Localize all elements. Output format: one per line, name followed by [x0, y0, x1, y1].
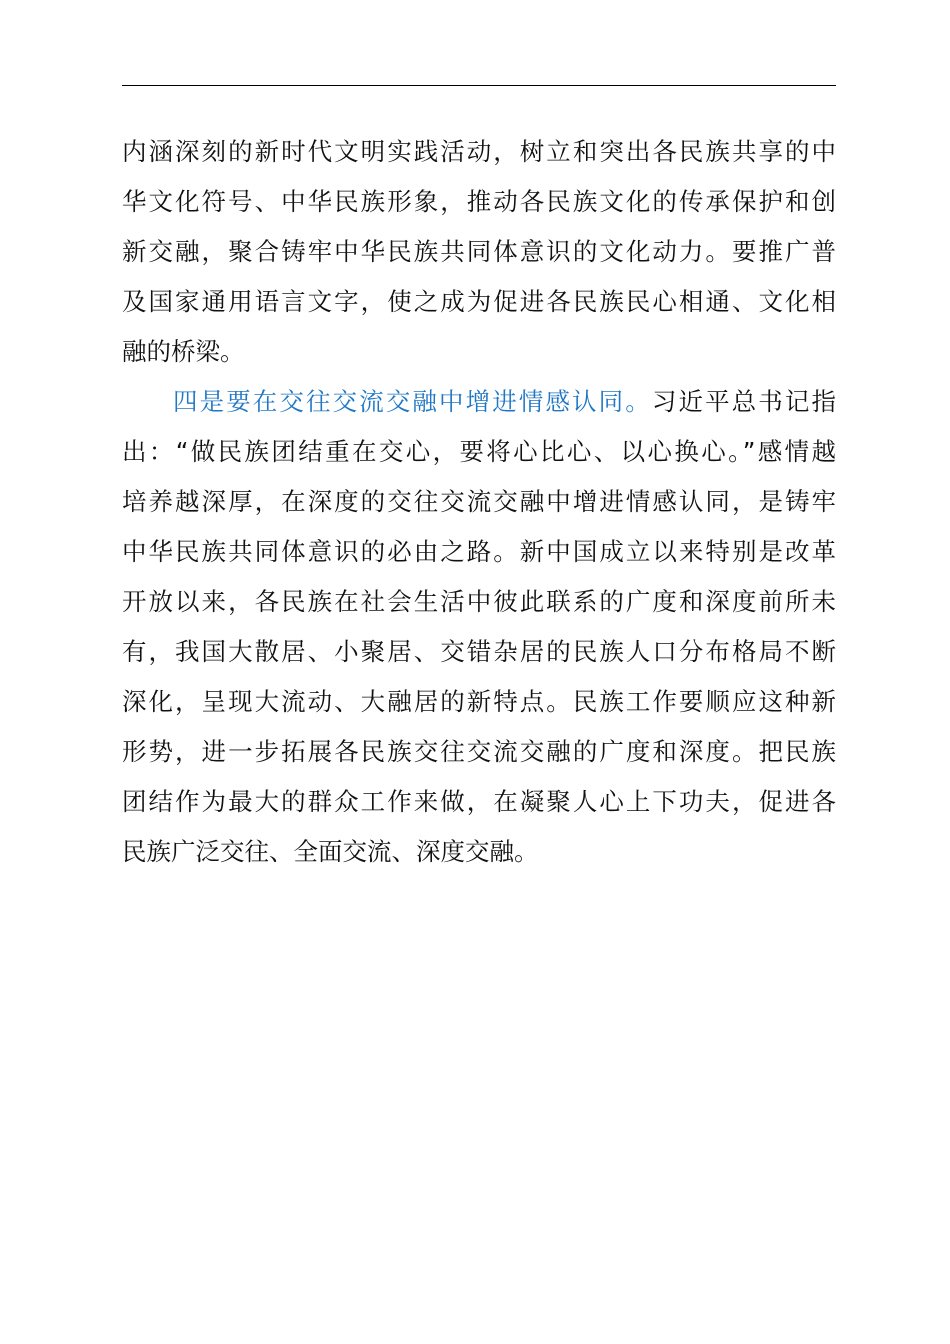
paragraph-line: 形势，进一步拓展各民族交往交流交融的广度和深度。把民族 — [122, 737, 836, 766]
paragraph-line: 融的桥梁。 — [122, 337, 245, 366]
paragraph-line: 培养越深厚，在深度的交往交流交融中增进情感认同，是铸牢 — [122, 487, 836, 516]
paragraph-line: 团结作为最大的群众工作来做，在凝聚人心上下功夫，促进各 — [122, 787, 836, 816]
paragraph-line: 民族广泛交往、全面交流、深度交融。 — [122, 837, 539, 866]
paragraph-line: 出：“做民族团结重在交心，要将心比心、以心换心。”感情越 — [122, 437, 836, 466]
paragraph-line: 开放以来，各民族在社会生活中彼此联系的广度和深度前所未 — [122, 587, 836, 616]
first-line-rest: 习近平总书记指 — [651, 387, 836, 416]
paragraph-line: 内涵深刻的新时代文明实践活动，树立和突出各民族共享的中 — [122, 137, 836, 166]
paragraph-line: 有，我国大散居、小聚居、交错杂居的民族人口分布格局不断 — [122, 637, 836, 666]
paragraph-line: 华文化符号、中华民族形象，推动各民族文化的传承保护和创 — [122, 187, 836, 216]
body-text — [122, 127, 836, 877]
section-heading: 四是要在交往交流交融中增进情感认同。 — [173, 387, 652, 416]
paragraph-line: 中华民族共同体意识的必由之路。新中国成立以来特别是改革 — [122, 537, 836, 566]
paragraph-first-line — [122, 377, 836, 427]
paragraph-line: 深化，呈现大流动、大融居的新特点。民族工作要顺应这种新 — [122, 687, 836, 716]
header-rule — [122, 85, 836, 86]
paragraph-line: 及国家通用语言文字，使之成为促进各民族民心相通、文化相 — [122, 287, 836, 316]
paragraph-line: 新交融，聚合铸牢中华民族共同体意识的文化动力。要推广普 — [122, 237, 836, 266]
